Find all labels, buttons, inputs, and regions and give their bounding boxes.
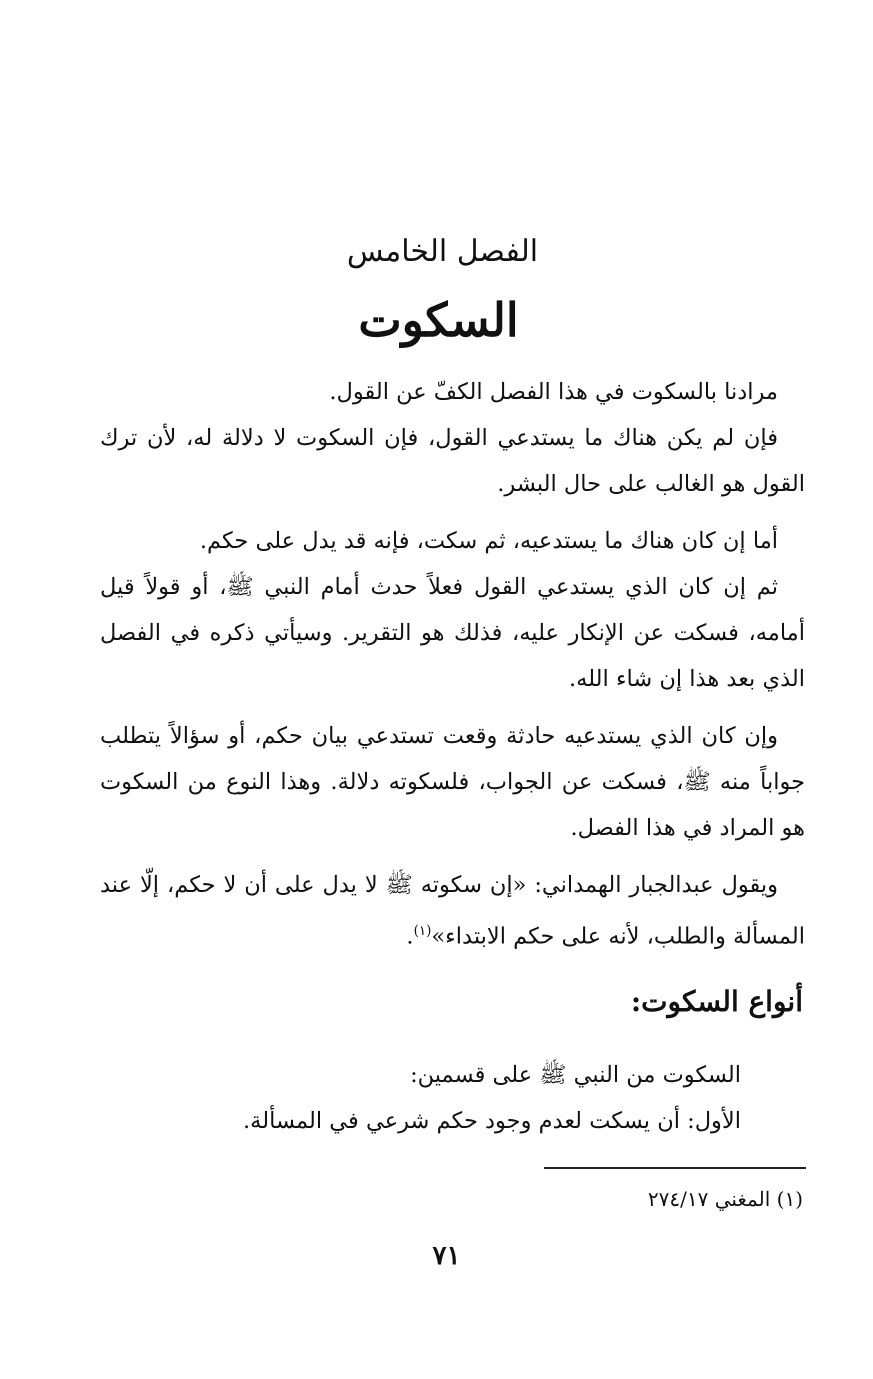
paragraph-if-needed: أما إن كان هناك ما يستدعيه، ثم سكت، فإنه قد يدل على حكم. <box>199 528 778 554</box>
section-heading: أنواع السكوت: <box>630 985 803 1018</box>
chapter-label: الفصل الخامس <box>346 234 539 269</box>
page-number: ٧١ <box>432 1241 461 1271</box>
footnote: (١) المغني ٢٧٤/١٧ <box>647 1187 803 1211</box>
quote-text: ويقول عبدالجبار الهمداني: «إن سكوته ﷺ لا يدل على أن لا حكم، إلّا عند المسألة والطلب، لأنه على حكم الابتداء» <box>100 872 805 950</box>
types-intro: السكوت من النبي ﷺ على قسمين: <box>410 1062 741 1088</box>
paragraph-definition: مرادنا بالسكوت في هذا الفصل الكفّ عن القول. <box>329 379 778 405</box>
quote-end: . <box>406 923 414 950</box>
paragraph-no-need: فإن لم يكن هناك ما يستدعي القول، فإن السكوت لا دلالة له، لأن ترك القول هو الغالب على حال البشر. <box>100 425 805 497</box>
paragraph-quote <box>100 862 805 960</box>
body-text <box>100 369 805 960</box>
type-first: الأول: أن يسكت لعدم وجود حكم شرعي في المسألة. <box>243 1108 741 1134</box>
footnote-divider <box>544 1167 806 1169</box>
paragraph-silence-meaning: وإن كان الذي يستدعيه حادثة وقعت تستدعي بيان حكم، أو سؤالاً يتطلب جواباً منه ﷺ، فسكت عن الجواب، فلسكوته دلالة. وهذا النوع من السكوت هو المراد في هذا الفصل. <box>100 723 805 841</box>
footnote-ref: (١) <box>413 923 432 939</box>
chapter-title: السكوت <box>358 293 519 347</box>
paragraph-taqrir: ثم إن كان الذي يستدعي القول فعلاً حدث أمام النبي ﷺ، أو قولاً قيل أمامه، فسكت عن الإنكار عليه، فذلك هو التقرير. وسيأتي ذكره في الفصل الذي بعد هذا إن شاء الله. <box>100 574 805 692</box>
types-list <box>243 1052 741 1144</box>
